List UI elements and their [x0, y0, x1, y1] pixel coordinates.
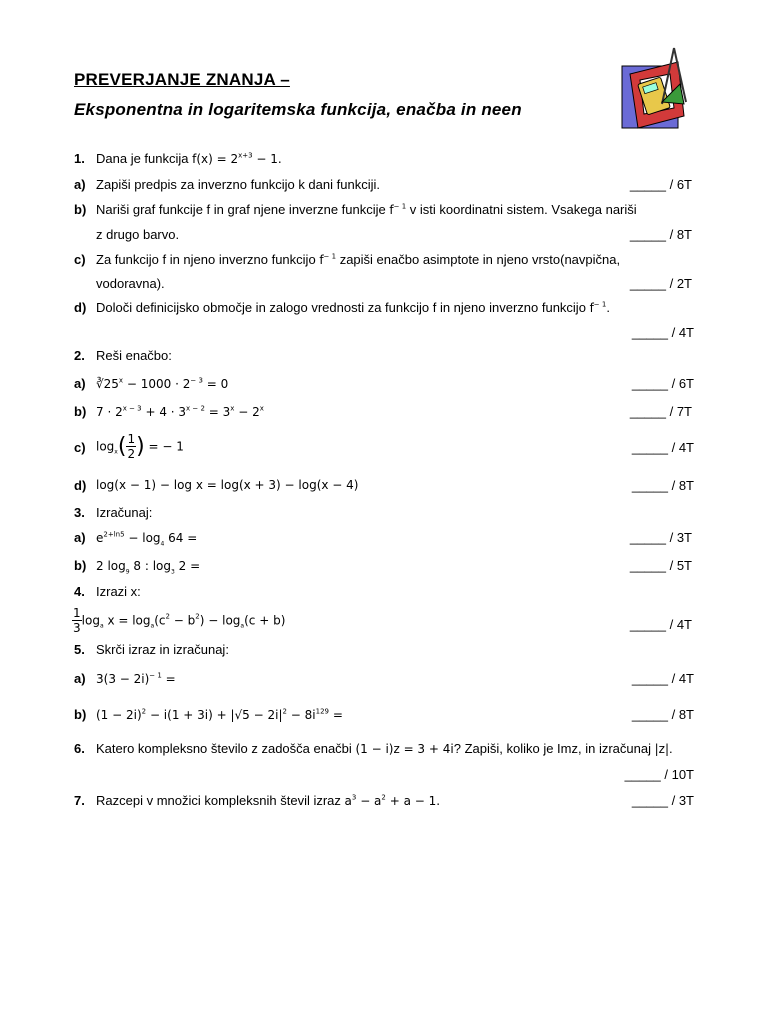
formula: + a − 1. [385, 794, 441, 808]
points-field: _____ / 4T [631, 440, 694, 455]
formula-subscript: x [114, 448, 118, 456]
question-number: a) [74, 177, 86, 192]
formula: (1 − i)z = 3 + 4i [355, 742, 454, 756]
clipart-image [618, 44, 690, 134]
formula: x = log [103, 613, 151, 628]
formula: 2 log [96, 559, 126, 573]
question-number: c) [74, 252, 86, 267]
formula-superscript: 129 [315, 707, 329, 716]
question-row [74, 300, 610, 315]
formula: − a [356, 794, 382, 808]
points-field: _____ / 4T [631, 325, 694, 340]
formula-superscript: 2+ln5 [103, 530, 125, 539]
formula: a [344, 794, 352, 808]
formula: f [319, 253, 324, 267]
question-row [74, 151, 282, 166]
points-field: _____ / 4T [631, 671, 694, 686]
question-text: Izrazi x: [96, 584, 141, 599]
question-row [74, 707, 343, 722]
question-row [74, 177, 380, 192]
points-field: _____ / 10T [624, 767, 694, 782]
formula: ) − log [199, 613, 241, 628]
question-text: Skrči izraz in izračunaj: [96, 642, 229, 657]
formula: + 4 · 3 [141, 405, 187, 419]
question-text: . [606, 300, 610, 315]
formula-superscript: x [259, 404, 264, 413]
formula: log(x − 1) − log x = log(x + 3) − log(x − 4) [96, 478, 359, 492]
question-number: b) [74, 202, 87, 217]
formula: (1 − 2i) [96, 708, 142, 722]
formula-superscript: − 3 [190, 376, 203, 385]
question-number: b) [74, 707, 87, 722]
formula: f(x) = 2 [192, 152, 239, 166]
question-row [74, 478, 359, 493]
formula-superscript: x − 2 [186, 404, 205, 413]
question-row [74, 642, 229, 657]
points-field: _____ / 3T [631, 793, 694, 808]
formula-subscript: 4 [160, 540, 165, 548]
points-field: _____ / 7T [629, 404, 692, 419]
question-text: Razcepi v množici kompleksnih števil izraz [96, 793, 341, 808]
question-text: vodoravna). [96, 276, 165, 291]
formula-superscript: x+3 [238, 151, 253, 160]
formula: − 1. [252, 152, 282, 166]
question-number: 7. [74, 793, 85, 808]
formula-subscript: 3 [171, 568, 175, 576]
formula: − log [124, 531, 161, 545]
formula: = [329, 708, 343, 722]
formula: − b [169, 613, 196, 628]
formula-subscript: 9 [125, 568, 130, 576]
page-subtitle: Eksponentna in logaritemska funkcija, enačba in neen [74, 100, 522, 119]
formula-superscript: − 1 [393, 202, 407, 211]
question-number: d) [74, 478, 87, 493]
question-number: d) [74, 300, 87, 315]
formula: (c [154, 613, 166, 628]
question-number: a) [74, 671, 86, 686]
formula: ∛25 [96, 377, 119, 391]
points-field: _____ / 3T [629, 530, 692, 545]
formula: f [389, 203, 394, 217]
points-field: _____ / 8T [631, 707, 694, 722]
question-number: a) [74, 530, 86, 545]
formula: 3(3 − 2i) [96, 672, 150, 686]
points-field: _____ / 6T [629, 177, 692, 192]
question-text: Reši enačbo: [96, 348, 172, 363]
question-text: v isti koordinatni sistem. Vsakega nariši [406, 202, 637, 217]
formula-superscript: − 1 [149, 671, 162, 680]
question-number: 2. [74, 348, 85, 363]
formula-superscript: 2 [381, 793, 386, 802]
formula: log [81, 613, 100, 628]
points-field: _____ / 8T [631, 478, 694, 493]
formula-superscript: 2 [165, 612, 170, 621]
formula: = 3 [204, 405, 231, 419]
question-row [74, 793, 441, 808]
formula-superscript: 2 [195, 612, 200, 621]
question-row [74, 530, 198, 548]
question-row [74, 741, 673, 756]
formula: − 1000 · 2 [123, 377, 191, 391]
question-text: Zapiši predpis za inverzno funkcijo k dani funkciji. [96, 177, 380, 192]
formula: = [161, 672, 176, 686]
formula: e [96, 531, 104, 545]
question-number: 6. [74, 741, 85, 756]
formula-superscript: 2 [282, 707, 287, 716]
points-field: _____ / 2T [629, 276, 692, 291]
question-row [74, 252, 621, 267]
question-text: Dana je funkcija [96, 151, 189, 166]
formula: log [96, 439, 115, 454]
points-field: _____ / 8T [629, 227, 692, 242]
fraction: $\frac{1}{3}$ [73, 606, 81, 635]
page-title: PREVERJANJE ZNANJA – [74, 70, 290, 89]
question-number: c) [74, 440, 86, 455]
question-row [74, 584, 141, 599]
question-row [74, 202, 637, 217]
formula-superscript: − 1 [593, 300, 607, 309]
formula: (c + b) [244, 613, 286, 628]
formula-superscript: x − 3 [122, 404, 142, 413]
formula: = − 1 [144, 439, 184, 454]
question-row [74, 348, 172, 363]
question-row [72, 606, 285, 635]
question-text: . [669, 741, 673, 756]
formula: f [589, 301, 594, 315]
question-number: b) [74, 558, 87, 573]
formula-superscript: − 1 [323, 252, 337, 261]
formula: 64 = [164, 531, 198, 545]
question-number: a) [74, 376, 86, 391]
question-number: 1. [74, 151, 85, 166]
formula: |z| [654, 742, 669, 756]
question-row [74, 505, 153, 520]
question-text: Nariši graf funkcije f in graf njene inverzne funkcije [96, 202, 386, 217]
question-row [74, 558, 201, 576]
question-text: zapiši enačbo asimptote in njeno vrsto(navpična, [336, 252, 621, 267]
formula: − i(1 + 3i) + |√5 − 2i| [146, 708, 283, 722]
question-text: ? Zapiši, koliko je Imz, in izračunaj [453, 741, 651, 756]
formula-subscript: a [240, 622, 245, 630]
formula: = 0 [202, 377, 229, 391]
formula: − 8i [286, 708, 316, 722]
points-field: _____ / 4T [629, 617, 692, 632]
question-row [74, 671, 176, 686]
formula: 7 · 2 [96, 405, 123, 419]
formula-subscript: a [99, 622, 104, 630]
formula-superscript: 3 [351, 793, 357, 802]
question-number: 5. [74, 642, 85, 657]
question-text: Določi definicijsko območje in zalogo vrednosti za funkcijo f in njeno inverzno funkcijo [96, 300, 586, 315]
formula-superscript: 2 [141, 707, 147, 716]
question-text: z drugo barvo. [96, 227, 180, 242]
question-text: Katero kompleksno število z zadošča enačbi [96, 741, 352, 756]
formula: 2 = [174, 559, 201, 573]
question-number: b) [74, 404, 87, 419]
formula-superscript: x [118, 376, 124, 385]
formula: − 2 [234, 405, 260, 419]
question-number: 3. [74, 505, 85, 520]
fraction: $\frac{1}{2}$ [127, 432, 136, 461]
points-field: _____ / 5T [629, 558, 692, 573]
question-text: Izračunaj: [96, 505, 153, 520]
question-text: Za funkcijo f in njeno inverzno funkcijo [96, 252, 316, 267]
formula-superscript: x [230, 404, 235, 413]
formula-subscript: a [150, 622, 155, 630]
formula: 8 : log [129, 559, 171, 573]
points-field: _____ / 6T [631, 376, 694, 391]
question-number: 4. [74, 584, 85, 599]
